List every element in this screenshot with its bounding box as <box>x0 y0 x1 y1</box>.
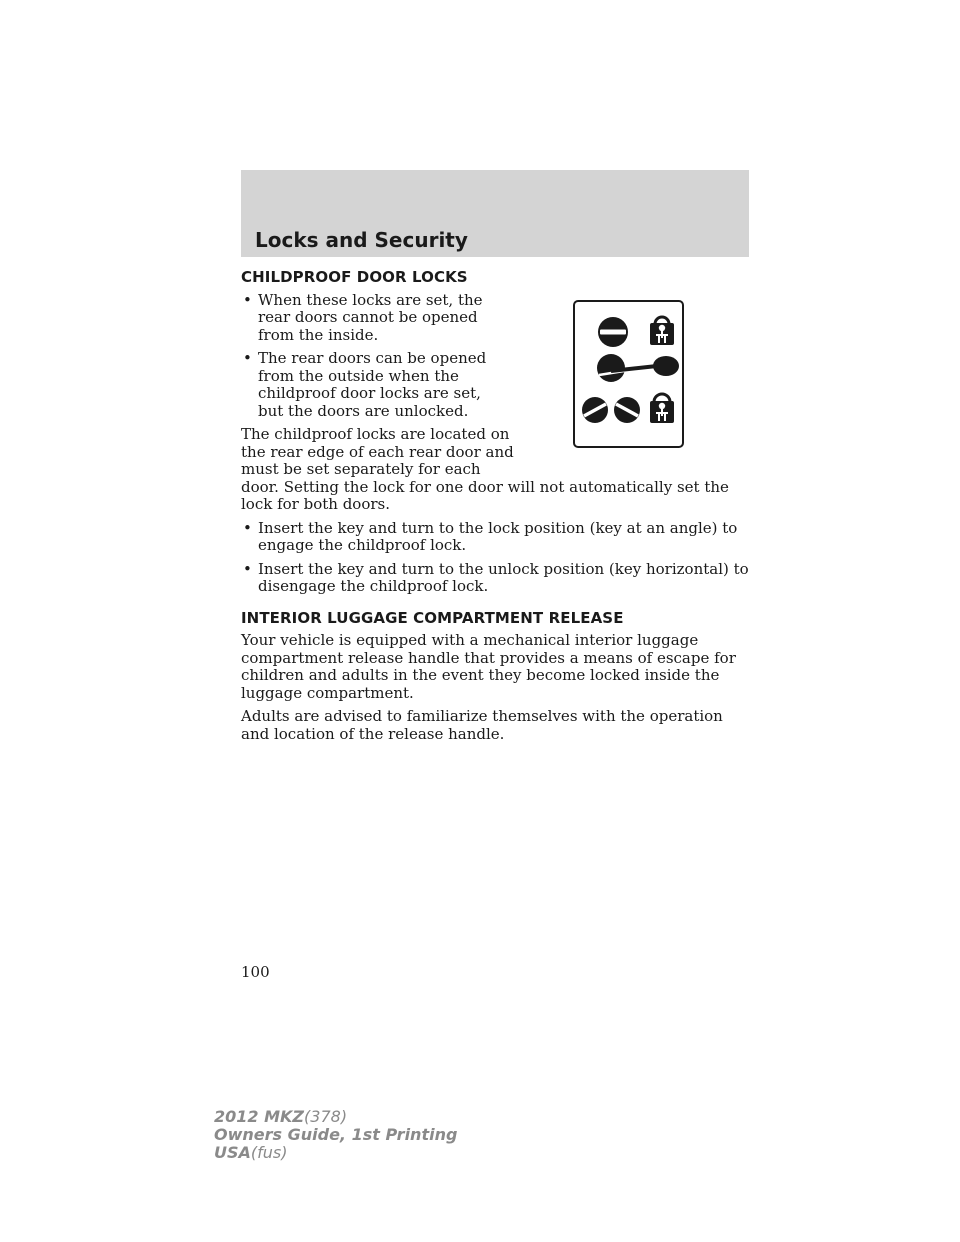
bullet-list-top <box>241 292 503 421</box>
bullet-icon: • <box>243 518 252 537</box>
footer-guide: Owners Guide, 1st Printing <box>214 1125 458 1144</box>
list-item-text: Insert the key and turn to the lock position (key at an angle) to engage the childproof lock. <box>258 518 738 554</box>
list-item-text: When these locks are set, the rear doors cannot be opened from the inside. <box>258 290 483 344</box>
childproof-location-paragraph <box>241 426 749 514</box>
bullet-icon: • <box>243 290 252 309</box>
footer-region-code: (fus) <box>250 1143 288 1162</box>
footer-code: (378) <box>304 1107 348 1126</box>
paragraph: Adults are advised to familiarize themselves with the operation and location of the release handle. <box>241 707 723 743</box>
paragraph-line: The childproof locks are located on <box>241 425 510 443</box>
print-footer <box>214 1108 457 1162</box>
list-item-text: The rear doors can be opened from the outside when the childproof door locks are set, but the doors are unlocked. <box>258 349 487 420</box>
list-item <box>241 520 749 555</box>
list-item <box>241 350 503 420</box>
footer-region: USA <box>214 1143 251 1162</box>
section-heading-childproof: CHILDPROOF DOOR LOCKS <box>241 268 468 286</box>
paragraph-line: must be set separately for each <box>241 460 481 478</box>
section-heading-luggage: INTERIOR LUGGAGE COMPARTMENT RELEASE <box>241 608 624 627</box>
list-item <box>241 561 749 596</box>
paragraph-line: the rear edge of each rear door and <box>241 442 514 461</box>
section-header-band <box>241 170 749 257</box>
page-number: 100 <box>241 963 270 981</box>
list-item-text: Insert the key and turn to the unlock position (key horizontal) to disengage the childproof lock. <box>258 559 749 595</box>
page-content <box>241 269 749 749</box>
bullet-icon: • <box>243 559 252 578</box>
bullet-icon: • <box>243 349 252 367</box>
bullet-list-bottom <box>241 520 749 596</box>
paragraph: Your vehicle is equipped with a mechanical interior luggage compartment release handle that provides a means of escape for children and adults in the event they become locked inside the luggage compartment. <box>241 631 736 702</box>
footer-model: 2012 MKZ <box>214 1107 305 1126</box>
page-title: Locks and Security <box>255 228 468 252</box>
list-item <box>241 292 503 345</box>
paragraph-text: door. Setting the lock for one door will not automatically set the lock for both doors. <box>241 477 729 513</box>
